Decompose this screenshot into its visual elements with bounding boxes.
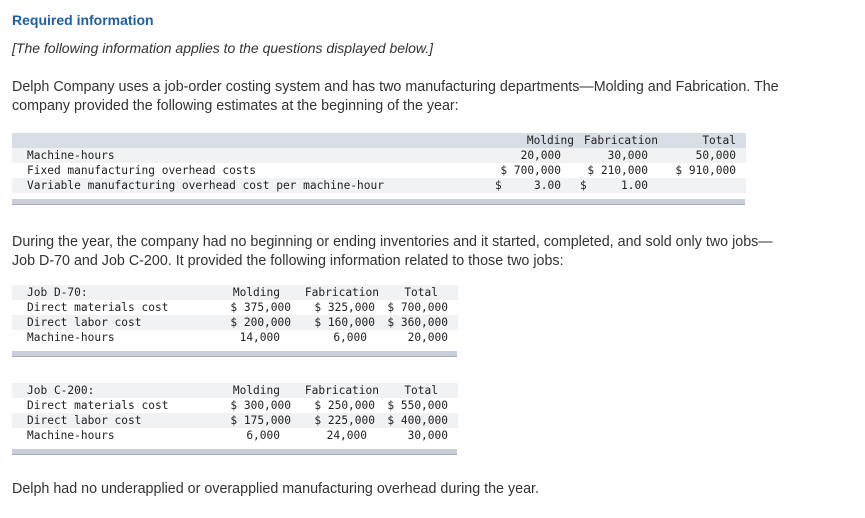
table-row bbox=[12, 398, 458, 413]
molding-value: $ 175,000 bbox=[230, 414, 291, 427]
table-row bbox=[12, 163, 746, 178]
molding-value: $ 700,000 bbox=[500, 164, 561, 177]
instruction-note: [The following information applies to the questions displayed below.] bbox=[12, 40, 434, 56]
row-label: Machine-hours bbox=[27, 149, 115, 162]
row-label: Direct labor cost bbox=[27, 316, 142, 329]
job-c200-table bbox=[12, 383, 458, 457]
job-d70-table bbox=[12, 285, 458, 359]
row-label: Variable manufacturing overhead cost per machine-hour bbox=[27, 179, 384, 192]
table-row bbox=[12, 330, 458, 345]
col-header-molding: Molding bbox=[526, 134, 574, 147]
row-label: Fixed manufacturing overhead costs bbox=[27, 164, 257, 177]
col-header-molding: Molding bbox=[232, 384, 280, 397]
molding-value: 3.00 bbox=[534, 179, 561, 192]
fabrication-value: $ 210,000 bbox=[587, 164, 648, 177]
fabrication-value: 6,000 bbox=[333, 331, 367, 344]
estimates-header-row bbox=[12, 133, 746, 148]
total-value: 30,000 bbox=[407, 429, 448, 442]
molding-value: $ 300,000 bbox=[230, 399, 291, 412]
jobs-intro-paragraph bbox=[12, 233, 773, 271]
fabrication-value: $ 160,000 bbox=[314, 316, 375, 329]
col-header-fabrication: Fabrication bbox=[583, 134, 658, 147]
total-value: $ 360,000 bbox=[387, 316, 448, 329]
col-header-molding: Molding bbox=[232, 286, 280, 299]
job-c200-header-row bbox=[12, 383, 458, 398]
row-label: Machine-hours bbox=[27, 331, 115, 344]
table-row bbox=[12, 428, 458, 443]
footer-note: Delph had no underapplied or overapplied manufacturing overhead during the year. bbox=[12, 481, 539, 497]
estimates-table bbox=[12, 133, 746, 207]
job-title: Job C-200: bbox=[27, 384, 95, 397]
total-value: $ 700,000 bbox=[387, 301, 448, 314]
required-information-heading: Required information bbox=[12, 12, 154, 28]
job-title: Job D-70: bbox=[27, 286, 88, 299]
molding-value: $ 375,000 bbox=[230, 301, 291, 314]
total-value: $ 400,000 bbox=[387, 414, 448, 427]
fabrication-dollar-sign: $ bbox=[580, 179, 587, 192]
molding-value: 6,000 bbox=[246, 429, 280, 442]
molding-value: 20,000 bbox=[520, 149, 561, 162]
col-header-total: Total bbox=[702, 134, 736, 147]
total-value: $ 550,000 bbox=[387, 399, 448, 412]
row-label: Direct materials cost bbox=[27, 301, 169, 314]
col-header-total: Total bbox=[404, 384, 438, 397]
fabrication-value: 1.00 bbox=[621, 179, 648, 192]
row-label: Direct labor cost bbox=[27, 414, 142, 427]
table-row bbox=[12, 300, 458, 315]
intro-line-1: Delph Company uses a job-order costing system and has two manufacturing departments—Molding and Fabrication. The bbox=[12, 79, 779, 95]
job-d70-header-row bbox=[12, 285, 458, 300]
intro-paragraph bbox=[12, 78, 779, 116]
table-row bbox=[12, 315, 458, 330]
col-header-total: Total bbox=[404, 286, 438, 299]
total-value: $ 910,000 bbox=[675, 164, 736, 177]
table-row bbox=[12, 178, 746, 193]
jobs-intro-line-2: Job D-70 and Job C-200. It provided the following information related to those two jobs: bbox=[12, 253, 564, 269]
total-value: 50,000 bbox=[695, 149, 736, 162]
molding-value: $ 200,000 bbox=[230, 316, 291, 329]
fabrication-value: $ 225,000 bbox=[314, 414, 375, 427]
row-label: Direct materials cost bbox=[27, 399, 169, 412]
col-header-fabrication: Fabrication bbox=[304, 384, 379, 397]
row-label: Machine-hours bbox=[27, 429, 115, 442]
jobs-intro-line-1: During the year, the company had no beginning or ending inventories and it started, completed, and sold only two jobs— bbox=[12, 234, 773, 250]
molding-value: 14,000 bbox=[239, 331, 280, 344]
table-row bbox=[12, 148, 746, 163]
fabrication-value: 30,000 bbox=[607, 149, 648, 162]
table-row bbox=[12, 413, 458, 428]
fabrication-value: 24,000 bbox=[326, 429, 367, 442]
col-header-fabrication: Fabrication bbox=[304, 286, 379, 299]
intro-line-2: company provided the following estimates at the beginning of the year: bbox=[12, 98, 459, 114]
fabrication-value: $ 325,000 bbox=[314, 301, 375, 314]
molding-dollar-sign: $ bbox=[495, 179, 502, 192]
total-value: 20,000 bbox=[407, 331, 448, 344]
fabrication-value: $ 250,000 bbox=[314, 399, 375, 412]
